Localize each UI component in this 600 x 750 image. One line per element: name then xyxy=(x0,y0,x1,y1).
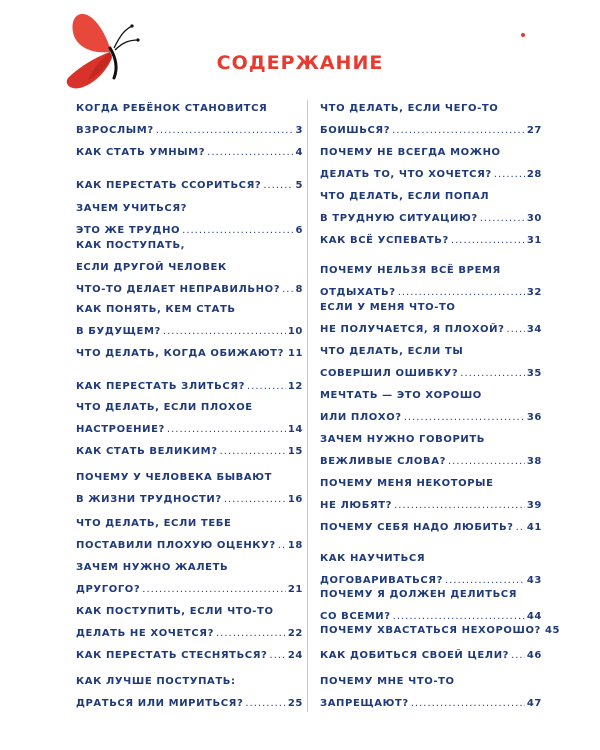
toc-entry-title: ДЕЛАТЬ ТО, ЧТО ХОЧЕТСЯ? xyxy=(320,169,492,180)
butterfly-antenna-1 xyxy=(114,26,132,48)
dot-leader xyxy=(404,407,525,429)
toc-entry[interactable] xyxy=(76,175,303,197)
toc-entry[interactable] xyxy=(76,601,303,645)
toc-entry[interactable] xyxy=(320,645,542,667)
toc-page-number: 8 xyxy=(295,284,303,295)
toc-page-number: 4 xyxy=(295,147,303,158)
toc-page-number: 15 xyxy=(287,446,303,457)
toc-page-number: 46 xyxy=(526,650,542,661)
toc-entry-title: ДРУГОГО? xyxy=(76,584,141,595)
toc-entry[interactable] xyxy=(76,376,303,398)
dot-leader xyxy=(507,319,525,341)
toc-page-number: 5 xyxy=(295,180,303,191)
toc-page-number: 34 xyxy=(526,324,542,335)
toc-page-number: 16 xyxy=(287,494,303,505)
toc-entry-line xyxy=(76,419,303,441)
toc-entry-title: ПОЧЕМУ ХВАСТАТЬСЯ НЕХОРОШО? xyxy=(320,625,541,636)
toc-page-number: 10 xyxy=(287,326,303,337)
dot-leader xyxy=(207,142,293,164)
toc-entry[interactable] xyxy=(76,513,303,557)
dot-leader xyxy=(448,451,525,473)
toc-entry-line xyxy=(76,343,303,365)
toc-entry-title: КАК ПЕРЕСТАТЬ ССОРИТЬСЯ? xyxy=(76,180,262,191)
toc-entry[interactable] xyxy=(76,671,303,715)
toc-entry-line xyxy=(320,363,542,385)
toc-entry-title: ПОЧЕМУ Я ДОЛЖЕН ДЕЛИТЬСЯ xyxy=(320,589,518,600)
toc-entry-line xyxy=(76,671,303,693)
toc-entry[interactable] xyxy=(76,645,303,667)
column-divider xyxy=(307,100,308,712)
toc-page-number: 21 xyxy=(287,584,303,595)
toc-entry-title: В ТРУДНУЮ СИТУАЦИЮ? xyxy=(320,213,478,224)
toc-entry-line xyxy=(76,693,303,715)
toc-entry-line xyxy=(76,235,303,257)
toc-page-number: 3 xyxy=(295,125,303,136)
dot-leader xyxy=(494,164,525,186)
dot-leader xyxy=(156,120,294,142)
toc-entry-line xyxy=(320,407,542,429)
toc-entry-title: ЧТО ДЕЛАТЬ, КОГДА ОБИЖАЮТ? xyxy=(76,348,284,359)
toc-entry-title: ЧТО ДЕЛАТЬ, ЕСЛИ ТЫ xyxy=(320,346,464,357)
toc-entry[interactable] xyxy=(320,186,542,230)
toc-entry-line xyxy=(76,321,303,343)
toc-entry-title: ЕСЛИ У МЕНЯ ЧТО-ТО xyxy=(320,302,456,313)
dot-leader xyxy=(511,645,525,667)
toc-entry-title: ПОЧЕМУ СЕБЯ НАДО ЛЮБИТЬ? xyxy=(320,522,514,533)
toc-entry-title: ДЕЛАТЬ НЕ ХОЧЕТСЯ? xyxy=(76,628,214,639)
toc-page-number: 38 xyxy=(526,456,542,467)
toc-entry[interactable] xyxy=(76,299,303,343)
toc-entry-line xyxy=(320,260,542,282)
toc-entry-line xyxy=(76,299,303,321)
toc-entry-title: ДОГОВАРИВАТЬСЯ? xyxy=(320,575,443,586)
toc-entry-line xyxy=(320,451,542,473)
toc-entry-title: НЕ ПОЛУЧАЕТСЯ, Я ПЛОХОЙ? xyxy=(320,324,505,335)
toc-entry-line xyxy=(320,230,542,252)
toc-entry-line xyxy=(76,175,303,197)
toc-entry[interactable] xyxy=(76,343,303,365)
toc-page-number: 14 xyxy=(287,424,303,435)
toc-entry-line xyxy=(320,548,542,570)
toc-entry-title: ЗАЧЕМ УЧИТЬСЯ? xyxy=(76,203,188,214)
toc-entry-line xyxy=(76,279,303,301)
toc-entry-title: ЧТО ДЕЛАТЬ, ЕСЛИ ТЕБЕ xyxy=(76,518,232,529)
toc-entry-line xyxy=(320,164,542,186)
dot-leader xyxy=(451,230,525,252)
toc-page-number: 22 xyxy=(287,628,303,639)
toc-page-number: 27 xyxy=(526,125,542,136)
dot-leader xyxy=(460,363,525,385)
toc-entry-line xyxy=(320,341,542,363)
dot-leader xyxy=(163,321,286,343)
toc-entry-title: ЗАЧЕМ НУЖНО ЖАЛЕТЬ xyxy=(76,562,229,573)
toc-entry-title: ИЛИ ПЛОХО? xyxy=(320,412,402,423)
toc-entry-title: В ЖИЗНИ ТРУДНОСТИ? xyxy=(76,494,222,505)
toc-entry[interactable] xyxy=(76,397,303,441)
toc-entry-title: ЕСЛИ ДРУГОЙ ЧЕЛОВЕК xyxy=(76,262,227,273)
toc-entry[interactable] xyxy=(76,142,303,164)
toc-entry-title: ЗАЧЕМ НУЖНО ГОВОРИТЬ xyxy=(320,434,485,445)
toc-entry-title: БОИШЬСЯ? xyxy=(320,125,391,136)
toc-page-number: 28 xyxy=(526,169,542,180)
toc-entry-title: МЕЧТАТЬ — ЭТО ХОРОШО xyxy=(320,390,482,401)
toc-entry-line xyxy=(320,186,542,208)
toc-entry-line xyxy=(76,623,303,645)
toc-entry-line xyxy=(320,645,542,667)
toc-entry-line xyxy=(320,429,542,451)
toc-entry-line xyxy=(76,257,303,279)
toc-entry-title: ЧТО ДЕЛАТЬ, ЕСЛИ ЧЕГО-ТО xyxy=(320,103,499,114)
butterfly-antenna-2 xyxy=(115,40,138,50)
toc-entry-title: КАК ПОНЯТЬ, КЕМ СТАТЬ xyxy=(76,304,236,315)
toc-page-number: 6 xyxy=(295,225,303,236)
dot-leader xyxy=(411,693,525,715)
toc-entry-title: КАК ПЕРЕСТАТЬ СТЕСНЯТЬСЯ? xyxy=(76,650,268,661)
toc-entry[interactable] xyxy=(76,98,303,142)
toc-entry-title: КАК ЛУЧШЕ ПОСТУПАТЬ: xyxy=(76,676,236,687)
toc-page-number: 35 xyxy=(526,368,542,379)
toc-entry-line xyxy=(76,441,303,463)
decorative-dot xyxy=(521,33,525,37)
toc-entry[interactable] xyxy=(320,620,561,642)
dot-leader xyxy=(216,623,286,645)
dot-leader xyxy=(278,535,286,557)
toc-entry-line xyxy=(76,98,303,120)
toc-entry[interactable] xyxy=(76,557,303,601)
toc-entry-line xyxy=(320,620,561,642)
toc-entry-title: КАК ПОСТУПИТЬ, ЕСЛИ ЧТО-ТО xyxy=(76,606,274,617)
toc-entry[interactable] xyxy=(320,297,542,341)
toc-entry[interactable] xyxy=(320,473,542,517)
toc-entry[interactable] xyxy=(320,341,542,385)
dot-leader xyxy=(167,419,286,441)
toc-entry[interactable] xyxy=(76,235,303,301)
toc-page-number: 31 xyxy=(526,235,542,246)
toc-entry-line xyxy=(320,473,542,495)
toc-entry-title: НАСТРОЕНИЕ? xyxy=(76,424,165,435)
butterfly-upper-wing xyxy=(72,14,110,52)
toc-entry-title: ПОЧЕМУ У ЧЕЛОВЕКА БЫВАЮТ xyxy=(76,472,272,483)
toc-entry-line xyxy=(320,693,542,715)
toc-entry-line xyxy=(76,120,303,142)
toc-entry-line xyxy=(320,385,542,407)
toc-entry[interactable] xyxy=(76,441,303,463)
toc-entry-title: ЭТО ЖЕ ТРУДНО xyxy=(76,225,181,236)
toc-entry-title: ПОЧЕМУ НЕЛЬЗЯ ВСЁ ВРЕМЯ xyxy=(320,265,501,276)
toc-page-number: 39 xyxy=(526,500,542,511)
toc-entry-line xyxy=(76,142,303,164)
toc-entry-line xyxy=(76,557,303,579)
toc-entry[interactable] xyxy=(320,671,542,715)
toc-entry-title: КАК СТАТЬ ВЕЛИКИМ? xyxy=(76,446,218,457)
toc-page-number: 25 xyxy=(287,698,303,709)
toc-entry-title: КАК ПЕРЕСТАТЬ ЗЛИТЬСЯ? xyxy=(76,381,246,392)
dot-leader xyxy=(224,489,286,511)
toc-entry-line xyxy=(320,120,542,142)
dot-leader xyxy=(263,175,293,197)
toc-entry-title: КАК НАУЧИТЬСЯ xyxy=(320,553,426,564)
toc-entry-line xyxy=(76,535,303,557)
toc-entry-line xyxy=(320,495,542,517)
toc-entry-title: ЧТО ДЕЛАТЬ, ЕСЛИ ПЛОХОЕ xyxy=(76,402,253,413)
toc-entry[interactable] xyxy=(320,142,542,186)
toc-entry-title: ПОСТАВИЛИ ПЛОХУЮ ОЦЕНКУ? xyxy=(76,540,276,551)
toc-entry-line xyxy=(76,467,303,489)
dot-leader xyxy=(392,120,525,142)
toc-entry-title: КАК ВСЁ УСПЕВАТЬ? xyxy=(320,235,449,246)
toc-entry-line xyxy=(76,376,303,398)
toc-entry-line xyxy=(320,319,542,341)
toc-entry-title: НЕ ЛЮБЯТ? xyxy=(320,500,393,511)
toc-page-number: 45 xyxy=(544,625,561,636)
dot-leader xyxy=(220,441,286,463)
toc-page-number: 36 xyxy=(526,412,542,423)
toc-entry-title: ЧТО ДЕЛАТЬ, ЕСЛИ ПОПАЛ xyxy=(320,191,490,202)
toc-page-number: 12 xyxy=(287,381,303,392)
toc-entry-title: КАК ДОБИТЬСЯ СВОЕЙ ЦЕЛИ? xyxy=(320,650,510,661)
dot-leader xyxy=(247,376,286,398)
toc-entry-title: ОТДЫХАТЬ? xyxy=(320,287,396,298)
toc-entry[interactable] xyxy=(320,385,542,429)
dot-leader xyxy=(142,579,286,601)
toc-entry[interactable] xyxy=(76,467,303,511)
toc-entry-line xyxy=(320,142,542,164)
toc-entry-line xyxy=(320,98,542,120)
toc-entry-title: ЗАПРЕЩАЮТ? xyxy=(320,698,409,709)
toc-entry[interactable] xyxy=(320,230,542,252)
toc-entry-line xyxy=(76,397,303,419)
toc-entry-title: В БУДУЩЕМ? xyxy=(76,326,161,337)
toc-entry-line xyxy=(76,489,303,511)
page-title: СОДЕРЖАНИЕ xyxy=(216,52,384,74)
toc-entry-title: ПОЧЕМУ МЕНЯ НЕКОТОРЫЕ xyxy=(320,478,494,489)
toc-entry[interactable] xyxy=(320,98,542,142)
toc-entry[interactable] xyxy=(320,429,542,473)
toc-entry-line xyxy=(76,645,303,667)
toc-entry-line xyxy=(320,517,542,539)
toc-page-number: 32 xyxy=(526,287,542,298)
toc-page-number: 24 xyxy=(287,650,303,661)
toc-page-number: 44 xyxy=(526,611,542,622)
dot-leader xyxy=(394,495,525,517)
toc-entry-title: ВЕЖЛИВЫЕ СЛОВА? xyxy=(320,456,446,467)
dot-leader xyxy=(269,645,285,667)
toc-entry-title: ПОЧЕМУ МНЕ ЧТО-ТО xyxy=(320,676,455,687)
toc-page-number: 41 xyxy=(526,522,542,533)
toc-entry-title: КАК СТАТЬ УМНЫМ? xyxy=(76,147,206,158)
toc-entry-title: ВЗРОСЛЫМ? xyxy=(76,125,154,136)
toc-entry-title: СО ВСЕМИ? xyxy=(320,611,391,622)
toc-page-number: 30 xyxy=(526,213,542,224)
toc-entry-line xyxy=(76,579,303,601)
toc-page-number: 11 xyxy=(288,348,304,359)
dot-leader xyxy=(282,279,293,301)
toc-entry-title: КАК ПОСТУПАТЬ, xyxy=(76,240,186,251)
dot-leader xyxy=(245,693,286,715)
dot-leader xyxy=(480,208,525,230)
toc-page-number: 43 xyxy=(526,575,542,586)
toc-entry-title: ЧТО-ТО ДЕЛАЕТ НЕПРАВИЛЬНО? xyxy=(76,284,281,295)
toc-page-number: 18 xyxy=(287,540,303,551)
toc-entry-line xyxy=(76,513,303,535)
toc-entry-line xyxy=(320,584,542,606)
toc-entry-title: ПОЧЕМУ НЕ ВСЕГДА МОЖНО xyxy=(320,147,501,158)
toc-entry-line xyxy=(320,297,542,319)
toc-entry-line xyxy=(320,208,542,230)
toc-entry-line xyxy=(320,671,542,693)
toc-entry-line xyxy=(76,601,303,623)
toc-entry-title: ДРАТЬСЯ ИЛИ МИРИТЬСЯ? xyxy=(76,698,244,709)
toc-entry-title: КОГДА РЕБЁНОК СТАНОВИТСЯ xyxy=(76,103,268,114)
toc-entry-title: СОВЕРШИЛ ОШИБКУ? xyxy=(320,368,459,379)
toc-entry-line xyxy=(76,198,303,220)
dot-leader xyxy=(516,517,525,539)
butterfly-illustration xyxy=(58,8,148,92)
toc-page-number: 47 xyxy=(526,698,542,709)
toc-entry[interactable] xyxy=(320,517,542,539)
